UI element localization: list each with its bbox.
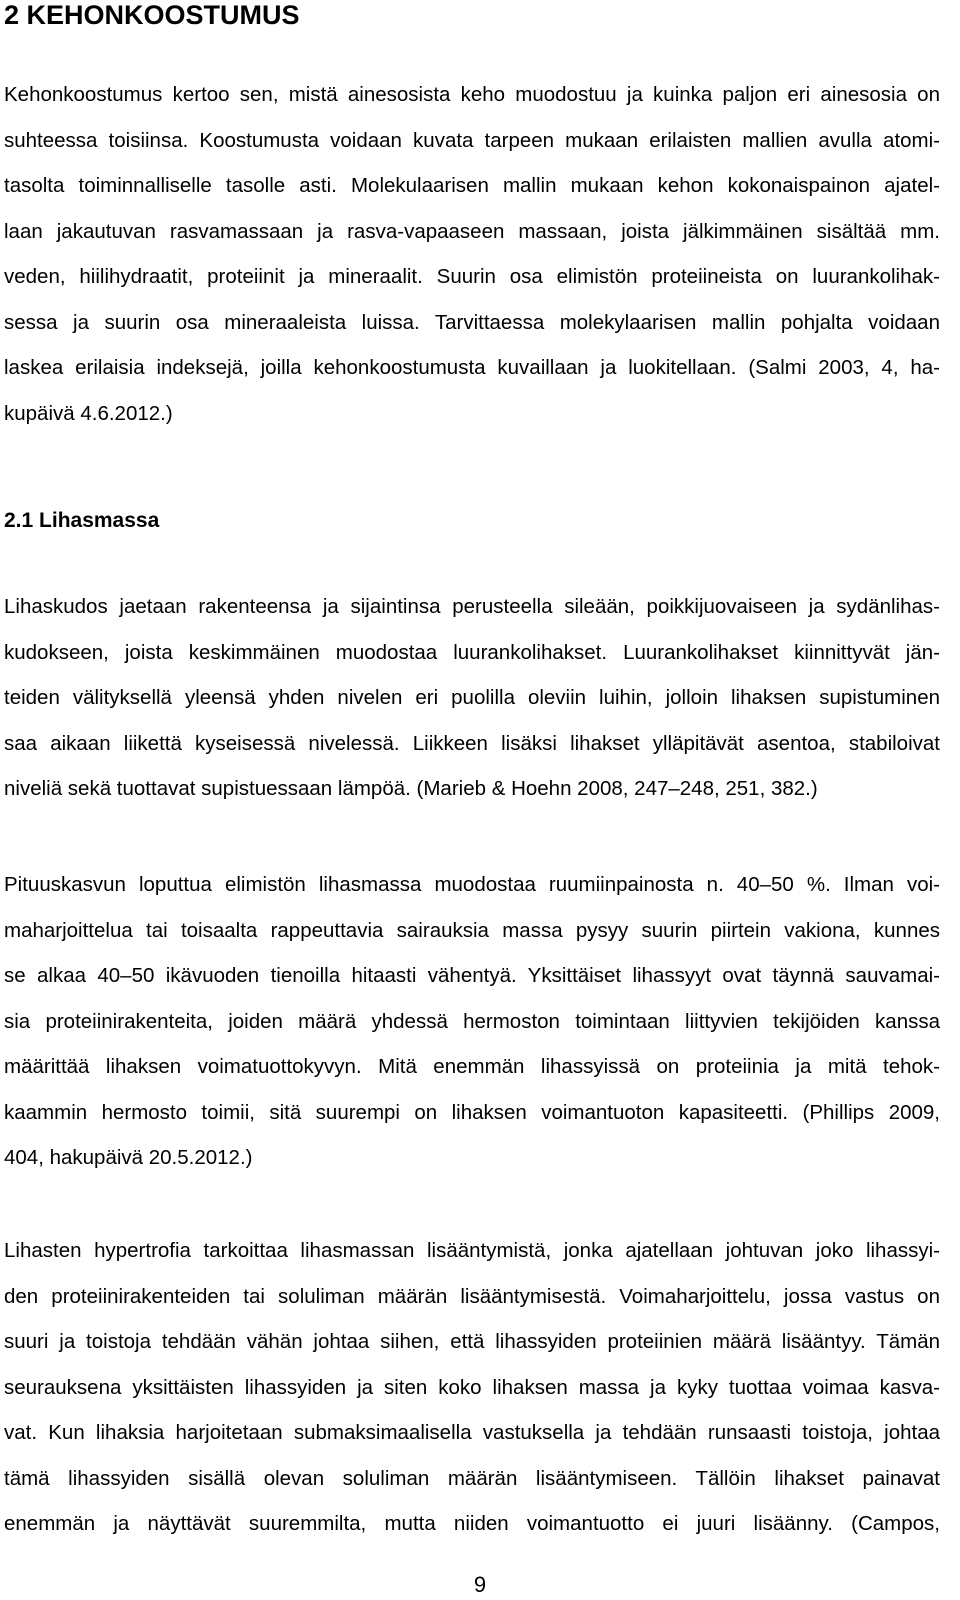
paragraph-line: Lihasten hypertrofia tarkoittaa lihasmassan lisääntymistä, jonka ajatellaan johtuvan joko lihassyi- (4, 1239, 940, 1262)
paragraph-line: niveliä sekä tuottavat supistuessaan lämpöä. (Marieb & Hoehn 2008, 247–248, 251, 382.) (4, 777, 818, 800)
hypertrophy-paragraph (4, 1228, 940, 1547)
paragraph-line: se alkaa 40–50 ikävuoden tienoilla hitaasti vähentyä. Yksittäiset lihassyyt ovat täynnä sauvamai- (4, 964, 940, 987)
paragraph-line: vat. Kun lihaksia harjoitetaan submaksimaalisella vastuksella ja tehdään runsaasti toistoja, johtaa (4, 1421, 940, 1444)
paragraph-line: Lihaskudos jaetaan rakenteensa ja sijaintinsa perusteella sileään, poikkijuovaiseen ja sydänlihas- (4, 595, 940, 618)
subsection-heading: 2.1 Lihasmassa (4, 509, 160, 532)
paragraph-line: kupäivä 4.6.2012.) (4, 401, 173, 425)
section-heading: 2 KEHONKOOSTUMUS (4, 0, 300, 30)
page-number: 9 (473, 1572, 487, 1597)
muscle-tissue-paragraph (4, 584, 940, 812)
intro-paragraph (4, 72, 940, 436)
paragraph-line: tasolta toiminnalliselle tasolle asti. Molekulaarisen mallin mukaan kehon kokonaispainon ajatel- (4, 174, 940, 197)
paragraph-line: teiden välityksellä yleensä yhden nivelen eri puolilla oleviin luihin, jolloin lihaksen supistuminen (4, 686, 940, 709)
paragraph-line: Pituuskasvun loputtua elimistön lihasmassa muodostaa ruumiinpainosta n. 40–50 %. Ilman voi- (4, 873, 940, 896)
paragraph-line: määrittää lihaksen voimatuottokyvyn. Mitä enemmän lihassyissä on proteiinia ja mitä tehok- (4, 1055, 940, 1078)
paragraph-line: kudokseen, joista keskimmäinen muodostaa luurankolihakset. Luurankolihakset kiinnittyvät jän- (4, 640, 940, 664)
paragraph-line: suuri ja toistoja tehdään vähän johtaa siihen, että lihassyiden proteiinien määrä lisääntyy. Tämän (4, 1330, 940, 1353)
paragraph-line: seurauksena yksittäisten lihassyiden ja siten koko lihaksen massa ja kyky tuottaa voimaa kasva- (4, 1375, 940, 1399)
paragraph-line: tämä lihassyiden sisällä olevan soluliman määrän lisääntymiseen. Tällöin lihakset painavat (4, 1466, 940, 1490)
paragraph-line: maharjoittelua tai toisaalta rappeuttavia sairauksia massa pysyy suurin piirtein vakiona, kunnes (4, 918, 940, 942)
paragraph-line: 404, hakupäivä 20.5.2012.) (4, 1146, 253, 1169)
paragraph-line: kaammin hermosto toimii, sitä suurempi on lihaksen voimantuoton kapasiteetti. (Phillips 2009, (4, 1100, 940, 1124)
paragraph-line: sessa ja suurin osa mineraaleista luissa. Tarvittaessa molekylaarisen mallin pohjalta voidaan (4, 310, 940, 334)
paragraph-line: Kehonkoostumus kertoo sen, mistä ainesosista keho muodostuu ja kuinka paljon eri ainesosia on (4, 83, 940, 106)
paragraph-line: laan jakautuvan rasvamassaan ja rasva-vapaaseen massaan, joista jälkimmäinen sisältää mm. (4, 219, 940, 243)
paragraph-line: sia proteiinirakenteita, joiden määrä yhdessä hermoston toimintaan liittyvien tekijöiden kanssa (4, 1009, 940, 1033)
paragraph-line: enemmän ja näyttävät suuremmilta, mutta niiden voimantuotto ei juuri lisäänny. (Campos, (4, 1512, 940, 1535)
paragraph-line: laskea erilaisia indeksejä, joilla kehonkoostumusta kuvaillaan ja luokitellaan. (Salmi 2003, 4, ha- (4, 356, 940, 379)
paragraph-line: suhteessa toisiinsa. Koostumusta voidaan kuvata tarpeen mukaan erilaisten mallien avulla atomi- (4, 128, 940, 152)
paragraph-line: den proteiinirakenteiden tai soluliman määrän lisääntymisestä. Voimaharjoittelu, jossa vastus on (4, 1284, 940, 1308)
paragraph-line: saa aikaan liikettä kyseisessä nivelessä. Liikkeen lisäksi lihakset ylläpitävät asentoa, stabiloivat (4, 731, 940, 755)
muscle-mass-paragraph (4, 862, 940, 1181)
paragraph-line: veden, hiilihydraatit, proteiinit ja mineraalit. Suurin osa elimistön proteiineista on luurankolihak- (4, 265, 940, 288)
